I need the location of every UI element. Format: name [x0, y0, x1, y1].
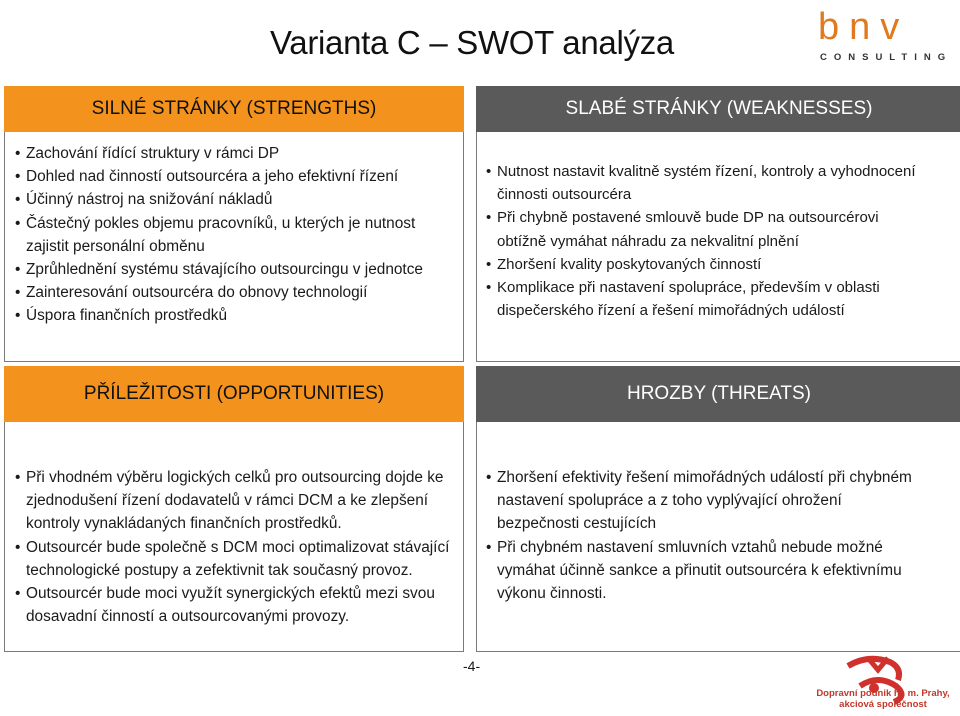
weaknesses-header-label: SLABÉ STRÁNKY (WEAKNESSES) [565, 98, 873, 119]
strengths-list [5, 132, 463, 328]
opportunities-panel [4, 422, 464, 652]
logo-word: bnv [818, 6, 910, 48]
logo-subtitle: CONSULTING [820, 52, 953, 63]
strengths-panel [4, 132, 464, 362]
opportunities-header-label: PŘÍLEŽITOSTI (OPPORTUNITIES) [83, 383, 385, 404]
list-item: • Nutnost nastavit kvalitně systém řízení, kontroly a vyhodnocení činnosti outsourcéra [486, 160, 917, 206]
list-item: • Komplikace při nastavení spolupráce, především v oblasti dispečerského řízení a řešení mimořádných událostí [486, 276, 917, 322]
list-item: • Úspora finančních prostředků [15, 304, 453, 327]
list-item: • Zachování řídící struktury v rámci DP [15, 142, 453, 165]
list-item: • Outsourcér bude společně s DCM moci optimalizovat stávající technologické postupy a zefektivnit tak současný provoz. [15, 536, 453, 582]
list-item: • Zainteresování outsourcéra do obnovy technologií [15, 281, 453, 304]
list-item: • Zhoršení kvality poskytovaných činností [486, 253, 917, 276]
opportunities-header [4, 366, 464, 422]
weaknesses-list [477, 132, 960, 322]
bnv-consulting-logo [818, 6, 953, 68]
list-item: • Dohled nad činností outsourcéra a jeho efektivní řízení [15, 165, 453, 188]
footer-company-line1: Dopravní podnik hl. m. Prahy, [816, 688, 950, 699]
list-item: • Zhoršení efektivity řešení mimořádných událostí při chybném nastavení spolupráce a z toho vyplývající ohrožení bezpečnosti cestujících [486, 466, 917, 536]
footer-company [808, 688, 958, 710]
strengths-header [4, 86, 464, 132]
threats-header-label: HROZBY (THREATS) [626, 383, 812, 404]
weaknesses-header [476, 86, 960, 132]
list-item: • Při chybně postavené smlouvě bude DP na outsourcérovi obtížně vymáhat náhradu za nekvalitní plnění [486, 206, 917, 252]
list-item: • Při vhodném výběru logických celků pro outsourcing dojde ke zjednodušení řízení dodavatelů v rámci DCM a ke zlepšení kontroly vynakládaných finančních prostředků. [15, 466, 453, 536]
list-item: • Při chybném nastavení smluvních vztahů nebude možné vymáhat účinně sankce a přinutit outsourcéra k efektivnímu výkonu činnosti. [486, 536, 917, 606]
threats-header [476, 366, 960, 422]
opportunities-list [5, 422, 463, 628]
list-item: • Účinný nástroj na snižování nákladů [15, 188, 453, 211]
list-item: • Zprůhlednění systému stávajícího outsourcingu v jednotce [15, 258, 453, 281]
threats-panel [476, 422, 960, 652]
footer-company-line2: akciová společnost [839, 699, 927, 710]
strengths-header-label: SILNÉ STRÁNKY (STRENGTHS) [91, 98, 377, 119]
list-item: • Částečný pokles objemu pracovníků, u kterých je nutnost zajistit personální obměnu [15, 212, 453, 258]
weaknesses-panel [476, 132, 960, 362]
threats-list [477, 422, 960, 605]
page-number: -4- [463, 658, 481, 674]
slide-title: Varianta C – SWOT analýza [270, 24, 674, 61]
list-item: • Outsourcér bude moci využít synergických efektů mezi svou dosavadní činností a outsourcovanými provozy. [15, 582, 453, 628]
